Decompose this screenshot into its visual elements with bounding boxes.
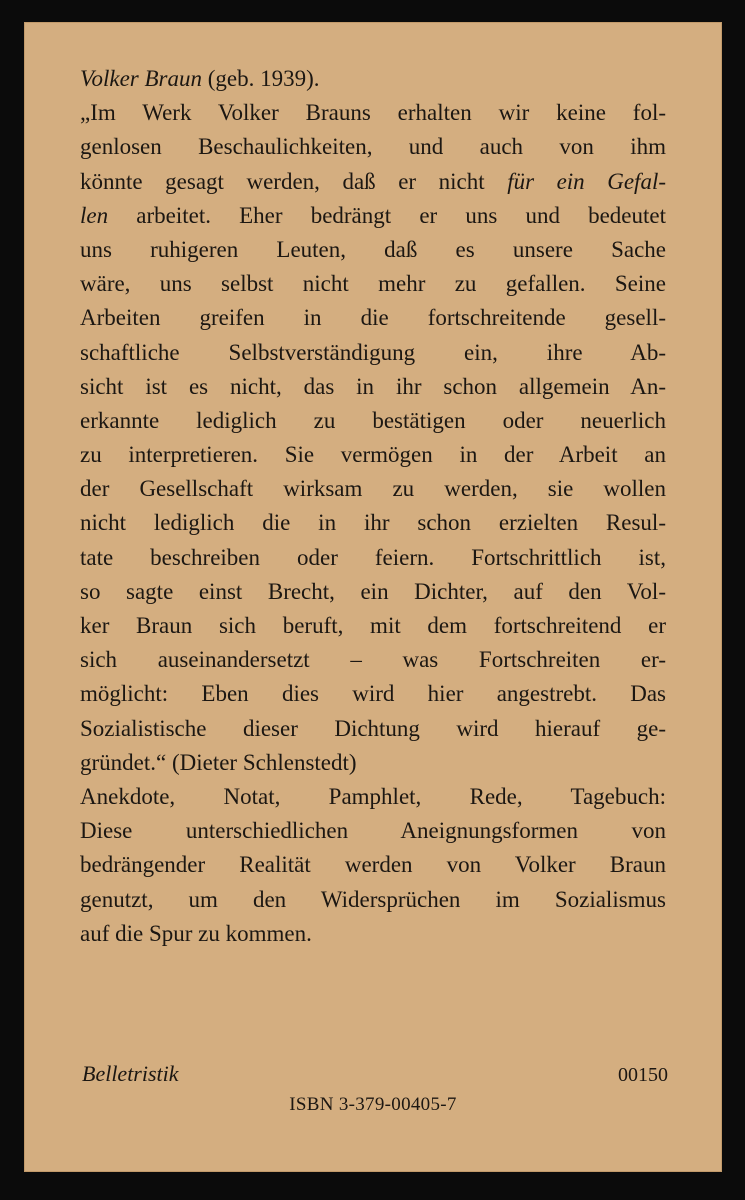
text-line: erkannte lediglich zu bestätigen oder neuerlich xyxy=(80,407,666,433)
text-line: wäre, uns selbst nicht mehr zu gefallen. Seine xyxy=(80,271,666,297)
text-line: Sozialistische dieser Dichtung wird hierauf ge- xyxy=(80,715,666,741)
author-birth: (geb. 1939). xyxy=(202,66,320,91)
text-line: uns ruhigeren Leuten, daß es unsere Sache xyxy=(80,236,666,262)
text-line: Arbeiten greifen in die fortschreitende gesell- xyxy=(80,305,666,331)
text-line: sicht ist es nicht, das in ihr schon allgemein An- xyxy=(80,373,666,399)
text-line: bedrängender Realität werden von Volker Braun xyxy=(80,852,666,878)
text-line: auf die Spur zu kommen. xyxy=(80,920,312,946)
genre-label: Belletristik xyxy=(82,1061,179,1086)
text-line: der Gesellschaft wirksam zu werden, sie wollen xyxy=(80,476,666,502)
text-line: gründet.“ (Dieter Schlenstedt) xyxy=(80,749,357,775)
author-name: Volker Braun xyxy=(80,66,203,91)
heading-line xyxy=(80,62,666,96)
text-line: tate beschreiben oder feiern. Fortschrittlich ist, xyxy=(80,544,666,570)
text-line: Anekdote, Notat, Pamphlet, Rede, Tagebuch: xyxy=(80,783,666,809)
text-line: möglicht: Eben dies wird hier angestrebt. Das xyxy=(80,681,666,707)
text-line: schaftliche Selbstverständigung ein, ihre Ab- xyxy=(80,339,666,365)
text-line: len arbeitet. Eher bedrängt er uns und bedeutet xyxy=(80,202,666,228)
text-line: genutzt, um den Widersprüchen im Sozialismus xyxy=(80,886,666,912)
blurb-text xyxy=(80,62,666,951)
text-line: „Im Werk Volker Brauns erhalten wir keine fol- xyxy=(80,100,666,126)
text-line: nicht lediglich die in ihr schon erzielten Resul- xyxy=(80,510,666,536)
text-line: zu interpretieren. Sie vermögen in der Arbeit an xyxy=(80,442,666,468)
text-line: Diese unterschiedlichen Aneignungsformen von xyxy=(80,818,666,844)
text-line: so sagte einst Brecht, ein Dichter, auf den Vol- xyxy=(80,578,666,604)
book-back-cover xyxy=(24,22,722,1172)
isbn: ISBN 3-379-00405-7 xyxy=(289,1094,457,1115)
text-line: sich auseinandersetzt – was Fortschreiten er- xyxy=(80,647,666,673)
catalog-number: 00150 xyxy=(618,1064,668,1086)
text-line: genlosen Beschaulichkeiten, und auch von ihm xyxy=(80,134,666,160)
text-line: ker Braun sich beruft, mit dem fortschreitend er xyxy=(80,613,666,638)
text-line: könnte gesagt werden, daß er nicht für ein Gefal- xyxy=(80,168,666,194)
